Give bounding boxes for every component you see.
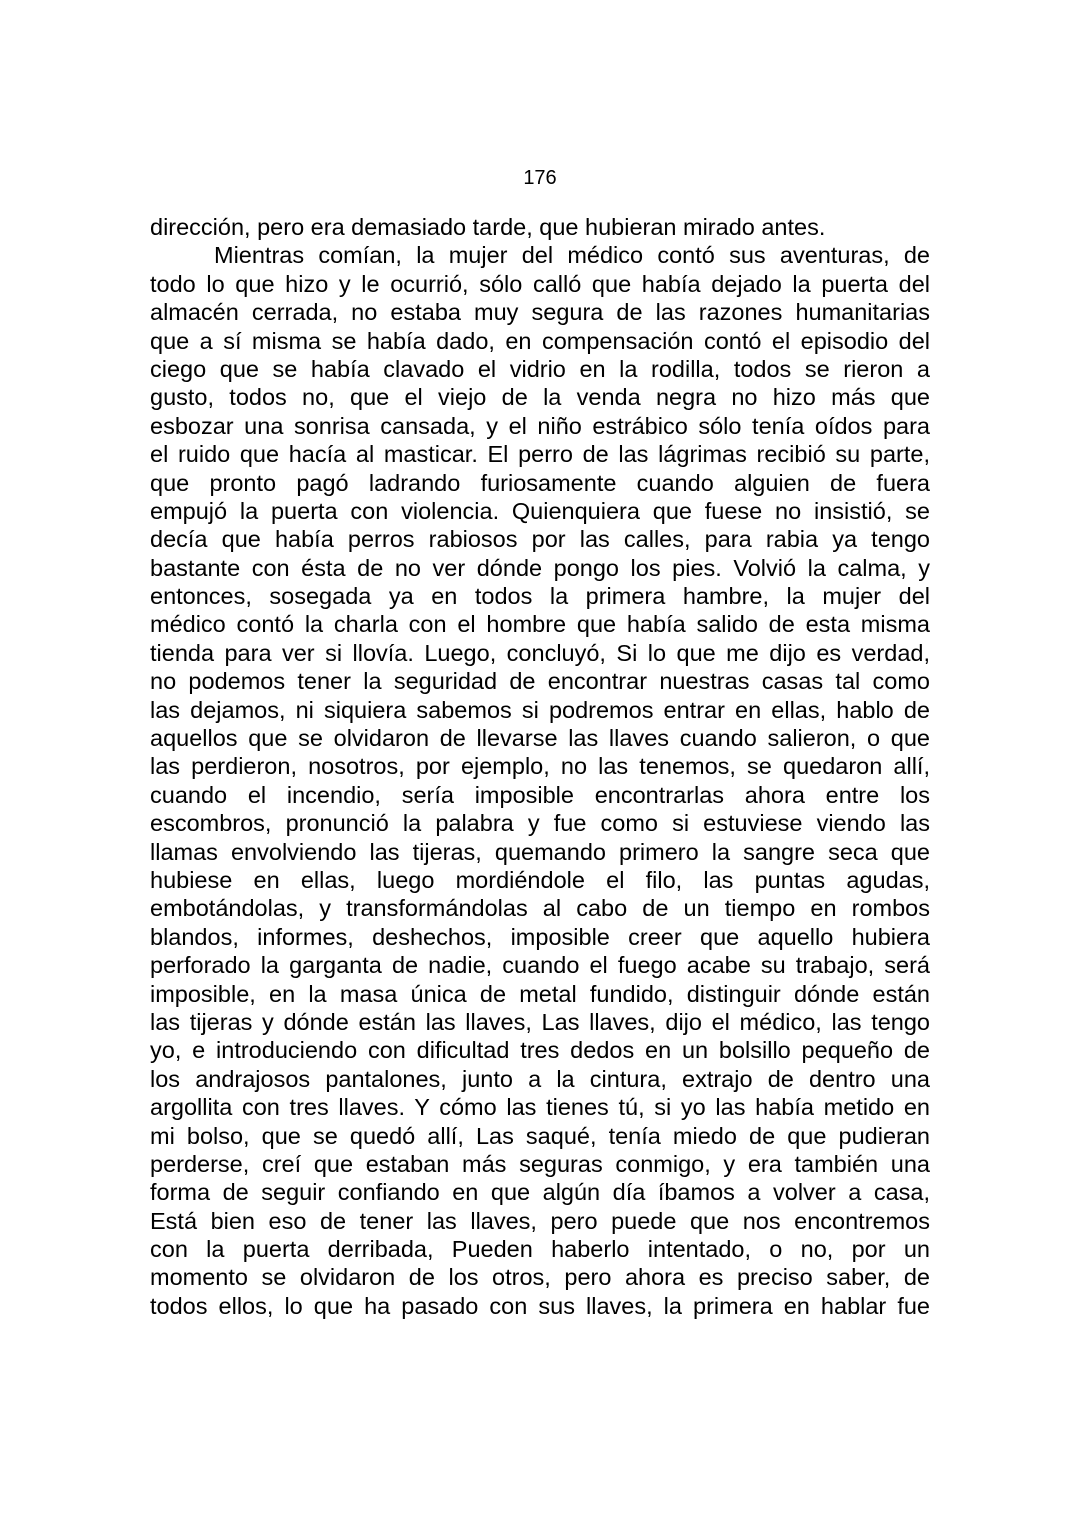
text-line: perforado la garganta de nadie, cuando el fuego acabe su trabajo, será xyxy=(150,952,930,979)
text-line: llamas envolviendo las tijeras, quemando primero la sangre seca que xyxy=(150,838,930,865)
text-line: con la puerta derribada, Pueden haberlo intentado, o no, por un xyxy=(150,1236,930,1263)
text-line: ciego que se había clavado el vidrio en la rodilla, todos se rieron a xyxy=(150,355,930,382)
text-line: las dejamos, ni siquiera sabemos si podremos entrar en ellas, hablo de xyxy=(150,696,930,723)
text-line: imposible, en la masa única de metal fundido, distinguir dónde están xyxy=(150,980,930,1007)
text-line: mi bolso, que se quedó allí, Las saqué, tenía miedo de que pudieran xyxy=(150,1122,930,1149)
text-line: decía que había perros rabiosos por las calles, para rabia ya tengo xyxy=(150,526,930,553)
text-line: hubiese en ellas, luego mordiéndole el filo, las puntas agudas, xyxy=(150,866,930,893)
text-line: las tijeras y dónde están las llaves, Las llaves, dijo el médico, las tengo xyxy=(150,1008,930,1035)
text-line: yo, e introduciendo con dificultad tres dedos en un bolsillo pequeño de xyxy=(150,1037,930,1064)
text-line: argollita con tres llaves. Y cómo las tienes tú, si yo las había metido en xyxy=(150,1094,930,1121)
text-line: aquellos que se olvidaron de llevarse las llaves cuando salieron, o que xyxy=(150,725,930,752)
text-line: blandos, informes, deshechos, imposible creer que aquello hubiera xyxy=(150,923,930,950)
text-line: esbozar una sonrisa cansada, y el niño estrábico sólo tenía oídos para xyxy=(150,412,930,439)
text-line: Mientras comían, la mujer del médico contó sus aventuras, de xyxy=(214,242,930,269)
text-line: todos ellos, lo que ha pasado con sus llaves, la primera en hablar fue xyxy=(150,1292,930,1319)
text-line: almacén cerrada, no estaba muy segura de las razones humanitarias xyxy=(150,299,930,326)
text-line: médico contó la charla con el hombre que había salido de esta misma xyxy=(150,611,930,638)
text-line: gusto, todos no, que el viejo de la venda negra no hizo más que xyxy=(150,384,930,411)
text-line: dirección, pero era demasiado tarde, que hubieran mirado antes. xyxy=(150,214,826,240)
text-line: cuando el incendio, sería imposible encontrarlas ahora entre los xyxy=(150,781,930,808)
text-line: que a sí misma se había dado, en compensación contó el episodio del xyxy=(150,327,930,354)
text-line: escombros, pronunció la palabra y fue como si estuviese viendo las xyxy=(150,810,930,837)
text-line: que pronto pagó ladrando furiosamente cuando alguien de fuera xyxy=(150,469,930,496)
text-line: tienda para ver si llovía. Luego, concluyó, Si lo que me dijo es verdad, xyxy=(150,639,930,666)
page-number: 176 xyxy=(523,167,557,189)
text-line: no podemos tener la seguridad de encontrar nuestras casas tal como xyxy=(150,668,930,695)
text-line: forma de seguir confiando en que algún día íbamos a volver a casa, xyxy=(150,1179,930,1206)
text-line: bastante con ésta de no ver dónde pongo los pies. Volvió la calma, y xyxy=(150,554,930,581)
text-line: las perdieron, nosotros, por ejemplo, no las tenemos, se quedaron allí, xyxy=(150,753,930,780)
text-line: embotándolas, y transformándolas al cabo de un tiempo en rombos xyxy=(150,895,930,922)
text-line: momento se olvidaron de los otros, pero ahora es preciso saber, de xyxy=(150,1264,930,1291)
text-line: empujó la puerta con violencia. Quienquiera que fuese no insistió, se xyxy=(150,497,930,524)
text-line: Está bien eso de tener las llaves, pero puede que nos encontremos xyxy=(150,1207,930,1234)
text-line: todo lo que hizo y le ocurrió, sólo calló que había dejado la puerta del xyxy=(150,270,930,297)
text-line: entonces, sosegada ya en todos la primera hambre, la mujer del xyxy=(150,583,930,610)
body-text xyxy=(150,213,930,1320)
text-line: los andrajosos pantalones, junto a la cintura, extrajo de dentro una xyxy=(150,1065,930,1092)
text-line: el ruido que hacía al masticar. El perro de las lágrimas recibió su parte, xyxy=(150,441,930,468)
text-line: perderse, creí que estaban más seguras conmigo, y era también una xyxy=(150,1150,930,1177)
